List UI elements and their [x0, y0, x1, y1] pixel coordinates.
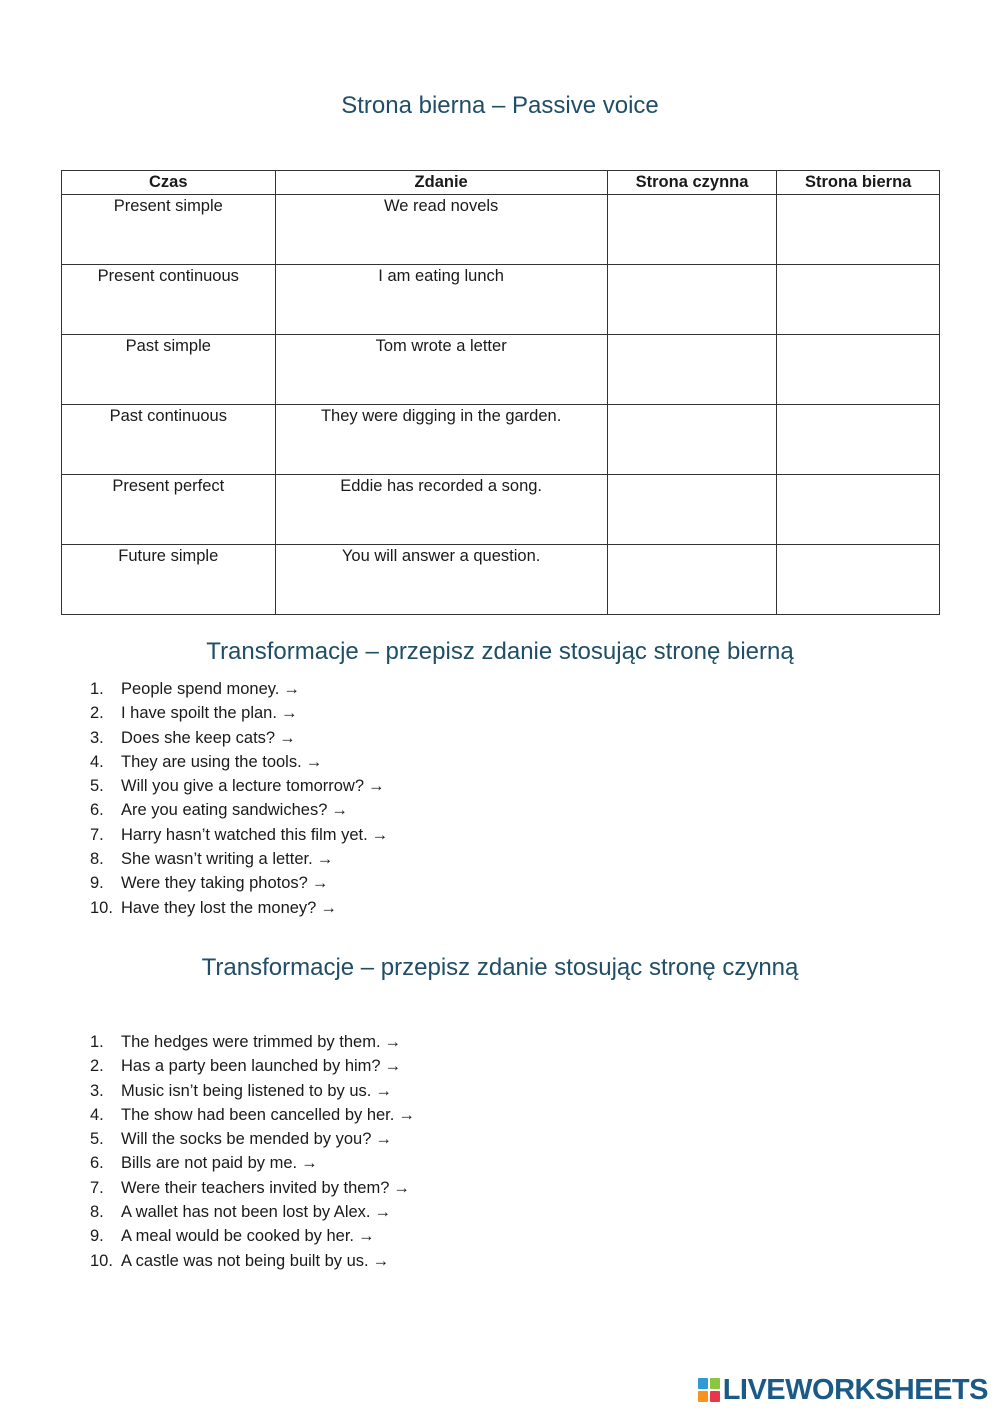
tense-cell: Present perfect — [62, 475, 276, 545]
item-sentence: A wallet has not been lost by Alex. — [121, 1203, 371, 1222]
item-number: 8. — [90, 1203, 104, 1222]
header-strona-czynna: Strona czynna — [607, 171, 777, 195]
page-title: Strona bierna – Passive voice — [341, 92, 659, 119]
passive-voice-answer-cell[interactable] — [777, 545, 940, 615]
header-zdanie: Zdanie — [275, 171, 607, 195]
list-item — [90, 1200, 415, 1224]
table-row — [62, 545, 940, 615]
tense-table — [61, 170, 940, 615]
table-row — [62, 265, 940, 335]
passive-exercise-list — [90, 677, 388, 920]
item-sentence: Have they lost the money? — [121, 898, 317, 917]
arrow-right-icon: → — [301, 1154, 318, 1173]
sentence-cell: We read novels — [275, 195, 607, 265]
item-number: 7. — [90, 825, 104, 844]
liveworksheets-logo[interactable] — [698, 1374, 988, 1406]
passive-voice-answer-cell[interactable] — [777, 195, 940, 265]
passive-voice-answer-cell[interactable] — [777, 475, 940, 545]
list-item — [90, 847, 388, 871]
arrow-right-icon: → — [384, 1033, 402, 1051]
active-voice-answer-cell[interactable] — [607, 545, 777, 615]
header-czas: Czas — [62, 171, 276, 195]
table-row — [62, 335, 940, 405]
list-item — [90, 1127, 415, 1151]
tense-cell: Present continuous — [62, 265, 276, 335]
arrow-right-icon: → — [368, 777, 385, 796]
list-item — [90, 1151, 415, 1175]
item-sentence: She wasn’t writing a letter. — [121, 850, 313, 869]
mark-square — [710, 1378, 720, 1389]
table-row — [62, 195, 940, 265]
list-item — [90, 798, 388, 822]
tense-cell: Past simple — [62, 335, 276, 405]
item-number: 8. — [90, 850, 104, 869]
item-number: 5. — [90, 777, 104, 796]
list-item — [90, 823, 388, 847]
sentence-cell: I am eating lunch — [275, 265, 607, 335]
passive-voice-answer-cell[interactable] — [777, 335, 940, 405]
logo-text: LIVEWORKSHEETS — [722, 1373, 988, 1406]
list-item — [90, 1249, 415, 1273]
item-number: 3. — [90, 728, 104, 747]
item-sentence: They are using the tools. — [121, 752, 302, 771]
arrow-right-icon: → — [357, 1227, 375, 1246]
sentence-cell: Tom wrote a letter — [275, 335, 607, 405]
passive-voice-answer-cell[interactable] — [777, 265, 940, 335]
tense-cell: Future simple — [62, 545, 276, 615]
list-item — [90, 726, 388, 750]
item-sentence: Were their teachers invited by them? — [121, 1178, 390, 1197]
list-item — [90, 677, 388, 701]
arrow-right-icon: → — [311, 874, 329, 893]
item-number: 10. — [90, 898, 113, 917]
header-strona-bierna: Strona bierna — [777, 171, 940, 195]
active-voice-answer-cell[interactable] — [607, 265, 777, 335]
active-voice-answer-cell[interactable] — [607, 405, 777, 475]
mark-square — [710, 1391, 720, 1402]
arrow-right-icon: → — [398, 1105, 415, 1124]
passive-voice-answer-cell[interactable] — [777, 405, 940, 475]
item-number: 4. — [90, 752, 104, 771]
arrow-right-icon: → — [384, 1057, 402, 1076]
arrow-right-icon: → — [375, 1081, 392, 1100]
item-sentence: Has a party been launched by him? — [121, 1057, 381, 1076]
arrow-right-icon: → — [316, 850, 334, 869]
list-item — [90, 701, 388, 725]
list-item — [90, 896, 388, 920]
item-sentence: Harry hasn’t watched this film yet. — [121, 825, 368, 844]
item-sentence: Music isn’t being listened to by us. — [121, 1081, 372, 1100]
arrow-right-icon: → — [393, 1178, 410, 1197]
item-number: 5. — [90, 1130, 104, 1149]
item-number: 7. — [90, 1178, 104, 1197]
table-row — [62, 475, 940, 545]
item-number: 1. — [90, 1033, 104, 1051]
arrow-right-icon: → — [280, 704, 298, 723]
list-item — [90, 750, 388, 774]
item-sentence: The show had been cancelled by her. — [121, 1105, 395, 1124]
active-voice-answer-cell[interactable] — [607, 335, 777, 405]
item-sentence: Will the socks be mended by you? — [121, 1130, 372, 1149]
liveworksheets-mark-icon — [698, 1378, 720, 1402]
item-sentence: Are you eating sandwiches? — [121, 801, 328, 820]
list-item — [90, 1224, 415, 1248]
item-sentence: A castle was not being built by us. — [121, 1251, 369, 1270]
arrow-right-icon: → — [375, 1130, 392, 1149]
table-header-row — [62, 171, 940, 195]
active-voice-answer-cell[interactable] — [607, 475, 777, 545]
item-sentence: I have spoilt the plan. — [121, 704, 277, 723]
mark-square — [698, 1378, 708, 1389]
arrow-right-icon: → — [320, 898, 337, 917]
item-number: 9. — [90, 1227, 104, 1246]
item-number: 6. — [90, 1154, 104, 1173]
item-number: 9. — [90, 874, 104, 893]
active-voice-answer-cell[interactable] — [607, 195, 777, 265]
arrow-right-icon: → — [279, 728, 296, 747]
item-number: 10. — [90, 1251, 113, 1270]
arrow-right-icon: → — [305, 752, 323, 771]
arrow-right-icon: → — [283, 680, 300, 698]
arrow-right-icon: → — [374, 1203, 391, 1222]
tense-cell: Past continuous — [62, 405, 276, 475]
list-item — [90, 1176, 415, 1200]
item-sentence: Were they taking photos? — [121, 874, 308, 893]
table-row — [62, 405, 940, 475]
arrow-right-icon: → — [331, 801, 348, 820]
item-number: 2. — [90, 1057, 104, 1076]
item-number: 4. — [90, 1105, 104, 1124]
list-item — [90, 871, 388, 895]
list-item — [90, 1030, 415, 1054]
list-item — [90, 1079, 415, 1103]
arrow-right-icon: → — [372, 1251, 390, 1270]
item-number: 2. — [90, 704, 104, 723]
list-item — [90, 774, 388, 798]
sentence-cell: They were digging in the garden. — [275, 405, 607, 475]
section-title-active: Transformacje – przepisz zdanie stosując stronę czynną — [201, 954, 799, 981]
sentence-cell: Eddie has recorded a song. — [275, 475, 607, 545]
tense-cell: Present simple — [62, 195, 276, 265]
item-sentence: A meal would be cooked by her. — [121, 1227, 354, 1246]
section-title-passive: Transformacje – przepisz zdanie stosując stronę bierną — [206, 638, 794, 665]
arrow-right-icon: → — [371, 825, 389, 844]
list-item — [90, 1103, 415, 1127]
item-sentence: The hedges were trimmed by them. — [121, 1033, 381, 1051]
item-sentence: Does she keep cats? — [121, 728, 276, 747]
item-number: 1. — [90, 680, 104, 698]
item-sentence: Will you give a lecture tomorrow? — [121, 777, 365, 796]
item-number: 3. — [90, 1081, 104, 1100]
list-item — [90, 1054, 415, 1078]
mark-square — [698, 1391, 708, 1402]
item-sentence: Bills are not paid by me. — [121, 1154, 298, 1173]
item-number: 6. — [90, 801, 104, 820]
active-exercise-list — [90, 1030, 415, 1273]
item-sentence: People spend money. — [121, 680, 280, 698]
sentence-cell: You will answer a question. — [275, 545, 607, 615]
